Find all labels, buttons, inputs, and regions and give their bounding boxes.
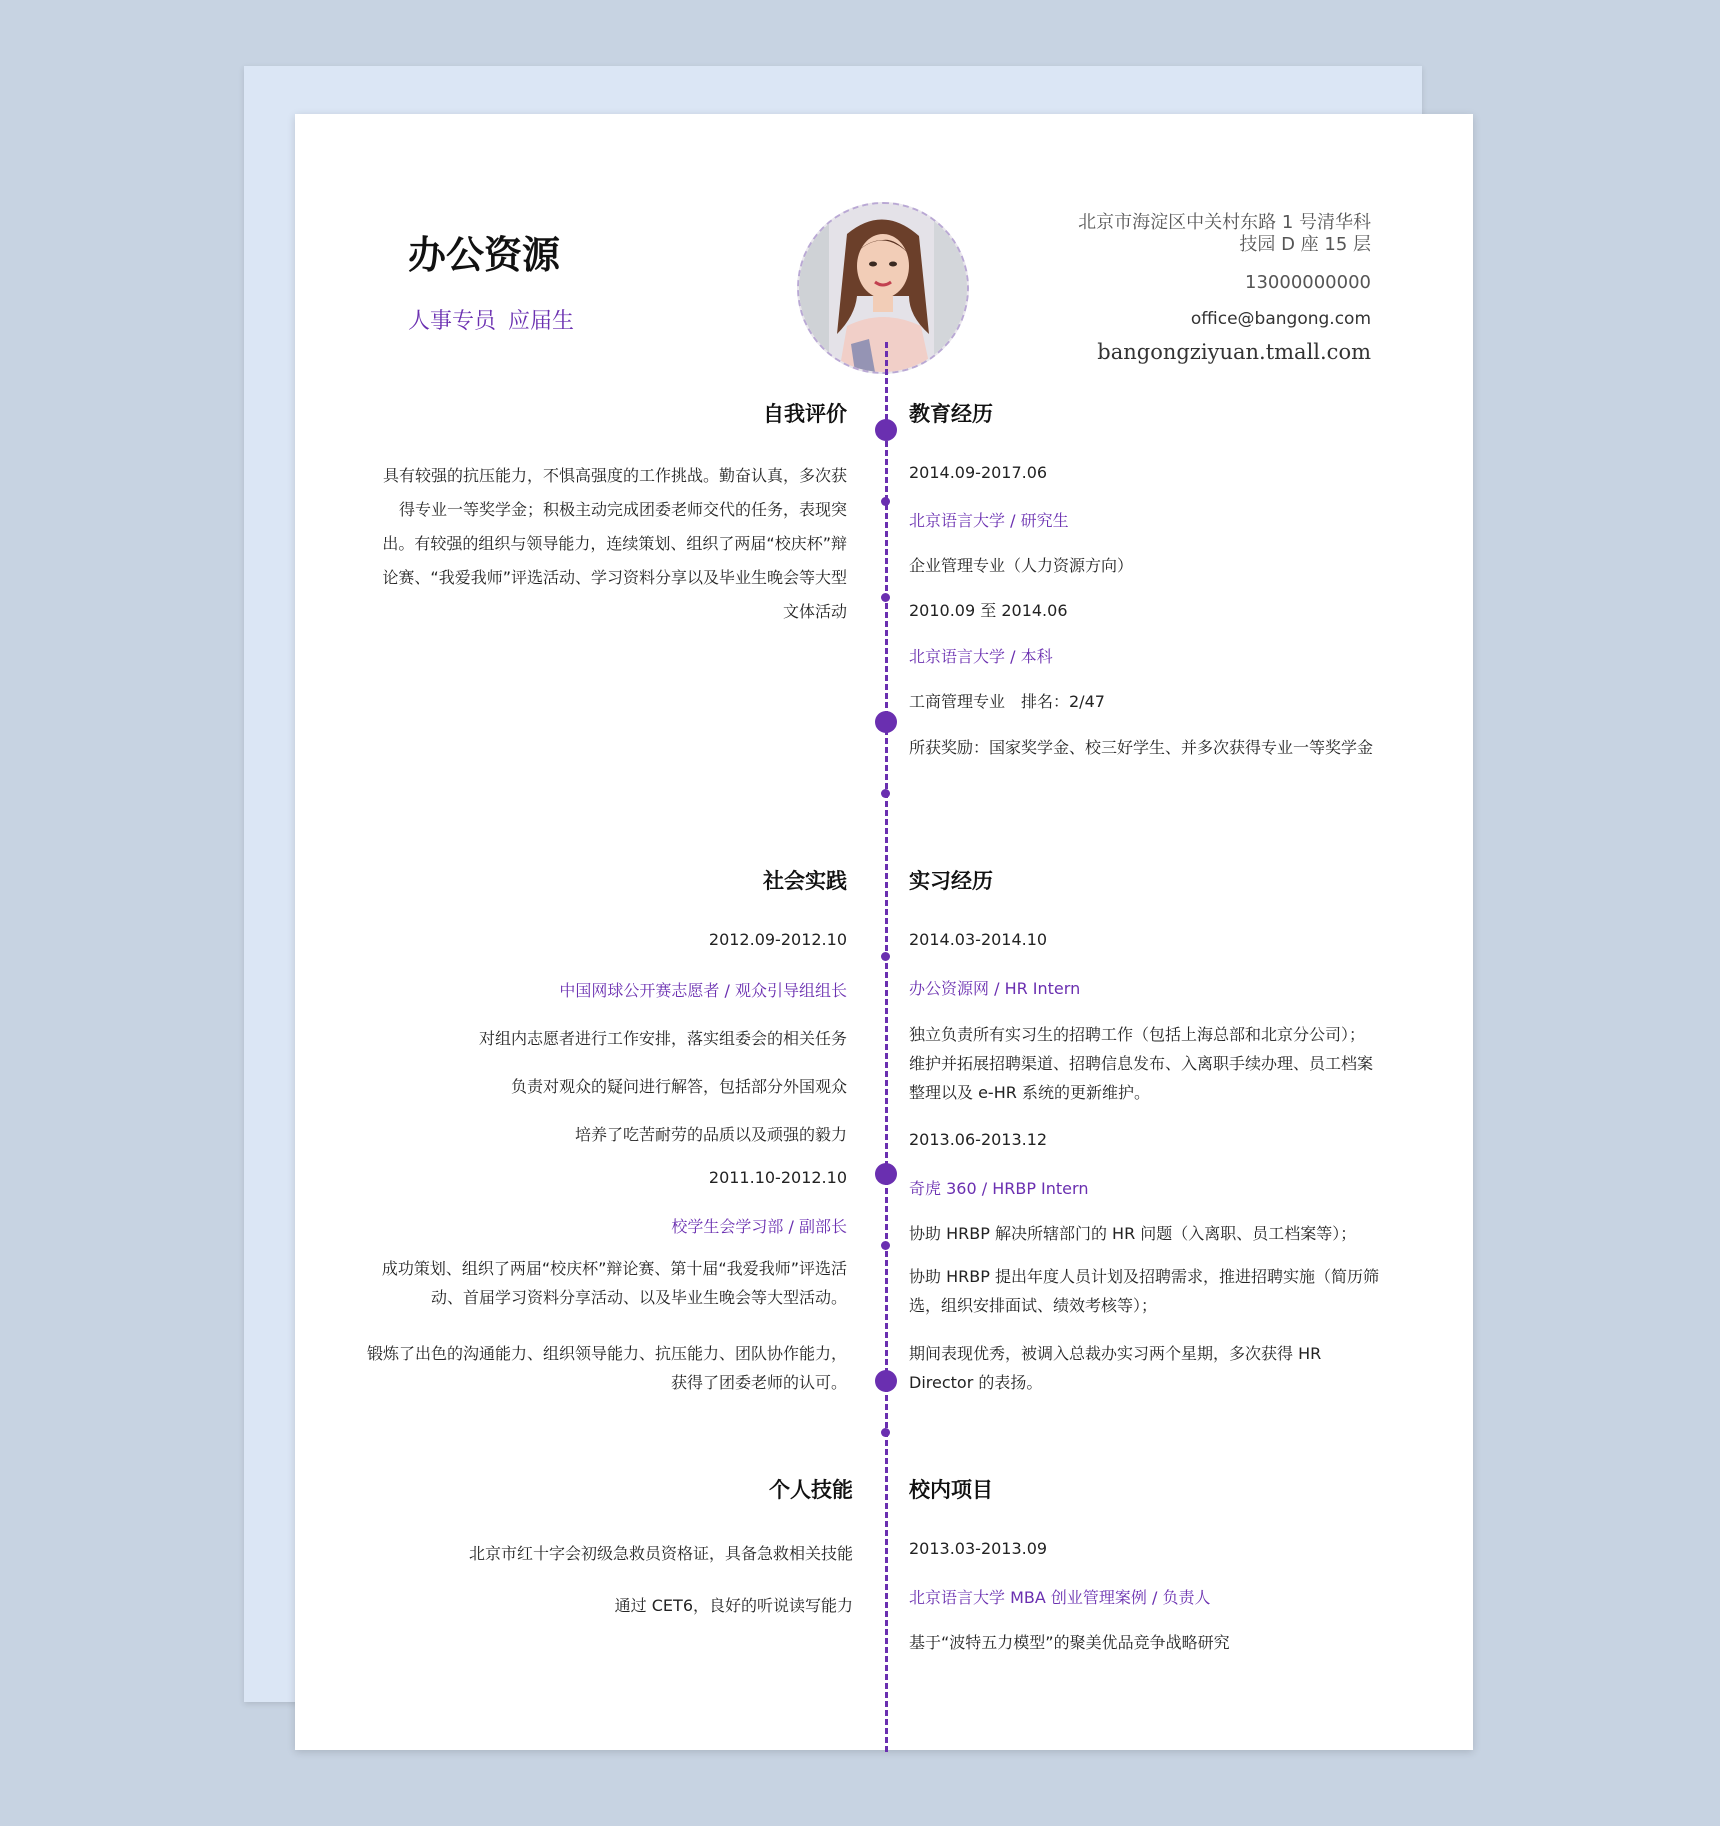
internship-heading: 实习经历 (909, 869, 993, 893)
timeline-dot (875, 1163, 897, 1185)
portrait-image (799, 204, 967, 372)
edu-major: 企业管理专业（人力资源方向） (909, 556, 1134, 575)
edu-org: 北京语言大学 / 本科 (909, 647, 1053, 666)
project-org: 北京语言大学 MBA 创业管理案例 / 负责人 (909, 1588, 1211, 1607)
intern-period: 2013.06-2013.12 (909, 1130, 1048, 1149)
projects-heading: 校内项目 (909, 1478, 993, 1502)
project-period: 2013.03-2013.09 (909, 1539, 1048, 1558)
timeline-dot (881, 1428, 890, 1437)
intern-line: 协助 HRBP 解决所辖部门的 HR 问题（入离职、员工档案等）； (909, 1224, 1357, 1243)
intern-org: 办公资源网 / HR Intern (909, 979, 1081, 998)
role-title: 人事专员 (408, 309, 497, 334)
social-org: 校学生会学习部 / 副部长 (671, 1217, 847, 1236)
skill-line: 北京市红十字会初级急救员资格证，具备急救相关技能 (468, 1544, 853, 1563)
social-line: 培养了吃苦耐劳的品质以及顽强的毅力 (574, 1125, 847, 1144)
social-line: 对组内志愿者进行工作安排，落实组委会的相关任务 (478, 1029, 847, 1048)
social-period: 2011.10-2012.10 (708, 1168, 847, 1187)
skills-heading: 个人技能 (769, 1478, 853, 1502)
profile-photo (797, 202, 969, 374)
social-org: 中国网球公开赛志愿者 / 观众引导组组长 (559, 981, 847, 1000)
job-role (408, 304, 586, 335)
edu-period: 2014.09-2017.06 (909, 463, 1048, 482)
timeline-line (885, 342, 888, 1752)
social-line: 锻炼了出色的沟通能力、组织领导能力、抗压能力、团队协作能力，获得了团委老师的认可。 (367, 1344, 848, 1392)
education-heading: 教育经历 (909, 402, 993, 426)
edu-org: 北京语言大学 / 研究生 (909, 511, 1069, 530)
email-address[interactable]: office@bangong.com (1190, 309, 1371, 329)
edu-major: 工商管理专业 排名：2/47 (909, 692, 1105, 711)
social-heading: 社会实践 (763, 869, 847, 893)
website[interactable]: bangongziyuan.tmall.com (1097, 340, 1371, 364)
skill-line: 通过 CET6，良好的听说读写能力 (614, 1596, 853, 1615)
intern-period: 2014.03-2014.10 (909, 930, 1048, 949)
timeline-dot (881, 789, 890, 798)
timeline-dot (881, 1241, 890, 1250)
edu-period: 2010.09 至 2014.06 (909, 601, 1068, 620)
phone-number: 13000000000 (1245, 272, 1371, 293)
timeline-dot (881, 593, 890, 602)
social-line: 负责对观众的疑问进行解答，包括部分外国观众 (510, 1077, 847, 1096)
role-status: 应届生 (508, 309, 575, 334)
social-line: 成功策划、组织了两届“校庆杯”辩论赛、第十届“我爱我师”评选活动、首届学习资料分享活动、以及毕业生晚会等大型活动。 (381, 1259, 847, 1307)
candidate-name: 办公资源 (408, 233, 561, 277)
timeline-dot (881, 952, 890, 961)
edu-award: 所获奖励：国家奖学金、校三好学生、并多次获得专业一等奖学金 (909, 738, 1374, 757)
resume-page (295, 114, 1473, 1750)
intern-line: 协助 HRBP 提出年度人员计划及招聘需求，推进招聘实施（简历筛选，组织安排面试、绩效考核等）； (909, 1267, 1379, 1315)
timeline-dot (881, 497, 890, 506)
intern-line: 期间表现优秀，被调入总裁办实习两个星期，多次获得 HR Director 的表扬。 (909, 1344, 1322, 1392)
self-eval-heading: 自我评价 (763, 402, 847, 426)
social-period: 2012.09-2012.10 (708, 930, 847, 949)
intern-org: 奇虎 360 / HRBP Intern (909, 1179, 1089, 1198)
self-eval-text: 具有较强的抗压能力，不惧高强度的工作挑战。勤奋认真，多次获得专业一等奖学金；积极主动完成团委老师交代的任务，表现突出。有较强的组织与领导能力，连续策划、组织了两届“校庆杯”辩论赛、“我爱我师”评选活动、学习资料分享以及毕业生晚会等大型文体活动 (382, 466, 847, 621)
timeline-dot (875, 711, 897, 733)
intern-line: 独立负责所有实习生的招聘工作（包括上海总部和北京分公司）；维护并拓展招聘渠道、招聘信息发布、入离职手续办理、员工档案整理以及 e-HR 系统的更新维护。 (909, 1025, 1374, 1102)
timeline-dot (875, 419, 897, 441)
timeline-dot (875, 1370, 897, 1392)
address: 北京市海淀区中关村东路 1 号清华科技园 D 座 15 层 (1078, 212, 1371, 255)
project-desc: 基于“波特五力模型”的聚美优品竞争战略研究 (909, 1633, 1230, 1652)
